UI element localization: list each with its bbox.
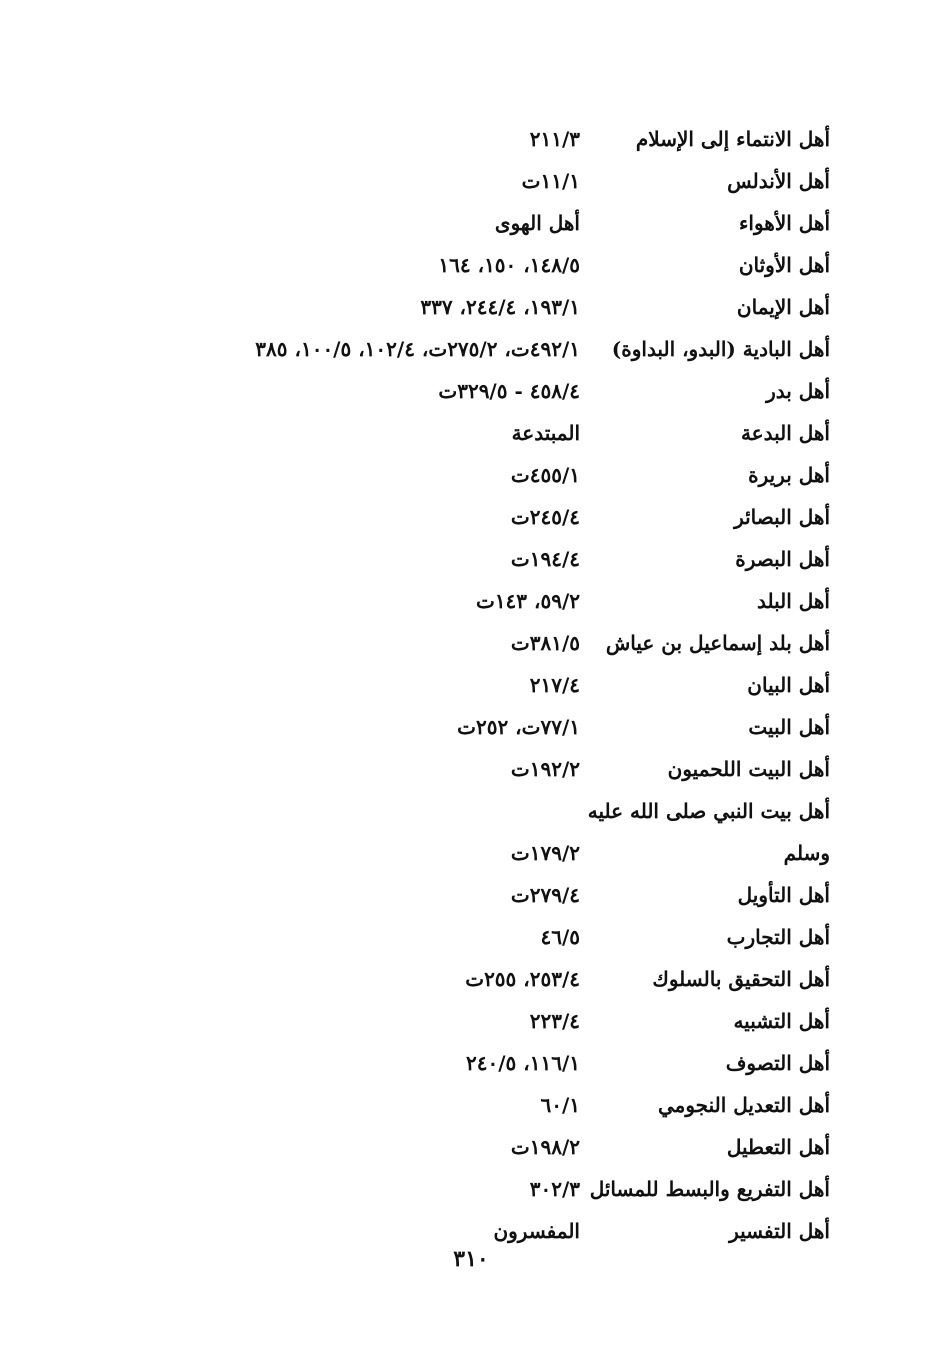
index-refs: ٤٩٢/١ت، ٢٧٥/٢ت، ١٠٢/٤، ١٠٠/٥، ٣٨٥ bbox=[255, 337, 580, 361]
index-refs: ٤٥٥/١ت bbox=[510, 463, 580, 487]
index-refs: ١٩٨/٢ت bbox=[510, 1135, 580, 1159]
index-term: أهل بريرة bbox=[748, 463, 830, 487]
index-entry bbox=[0, 874, 942, 916]
index-entry bbox=[0, 160, 942, 202]
index-term: أهل التحقيق بالسلوك bbox=[652, 967, 830, 991]
index-refs: ١٧٩/٢ت bbox=[510, 841, 580, 865]
index-term: أهل بلد إسماعيل بن عياش bbox=[605, 631, 830, 655]
index-entry bbox=[0, 118, 942, 160]
index-entry bbox=[0, 580, 942, 622]
index-term: أهل البادية (البدو، البداوة) bbox=[611, 337, 830, 361]
index-entry bbox=[0, 664, 942, 706]
index-refs: المفسرون bbox=[493, 1219, 580, 1243]
index-term: أهل البيت اللحميون bbox=[667, 757, 830, 781]
index-term: أهل الأندلس bbox=[727, 169, 830, 193]
index-refs: ٣٨١/٥ت bbox=[510, 631, 580, 655]
index-entry bbox=[0, 790, 942, 832]
index-list bbox=[0, 118, 942, 1252]
index-entry bbox=[0, 496, 942, 538]
index-refs: ١١/١ت bbox=[521, 169, 580, 193]
index-entry bbox=[0, 538, 942, 580]
index-term: أهل التجارب bbox=[726, 925, 830, 949]
index-refs: ٤٥٨/٤ - ٣٢٩/٥ت bbox=[438, 379, 580, 403]
index-term: أهل البلد bbox=[756, 589, 830, 613]
index-term: أهل التصوف bbox=[725, 1051, 830, 1075]
index-refs: ١٤٨/٥، ١٥٠، ١٦٤ bbox=[438, 253, 580, 277]
index-term: أهل الإيمان bbox=[736, 295, 830, 319]
index-entry bbox=[0, 706, 942, 748]
index-refs: ١٩٣/١، ٢٤٤/٤، ٣٣٧ bbox=[420, 295, 580, 319]
index-refs: المبتدعة bbox=[511, 421, 580, 445]
index-entry bbox=[0, 916, 942, 958]
index-entry bbox=[0, 286, 942, 328]
index-term: أهل التفسير bbox=[729, 1219, 830, 1243]
index-term: أهل بيت النبي صلى الله عليه bbox=[587, 799, 830, 823]
index-term: أهل الانتماء إلى الإسلام bbox=[635, 127, 830, 151]
index-refs: ١٩٤/٤ت bbox=[510, 547, 580, 571]
index-refs: أهل الهوى bbox=[494, 211, 580, 235]
index-term: أهل التفريع والبسط للمسائل bbox=[589, 1177, 830, 1201]
index-term: أهل البصائر bbox=[734, 505, 830, 529]
index-entry bbox=[0, 1084, 942, 1126]
index-refs: ٥٩/٢، ١٤٣ت bbox=[475, 589, 580, 613]
index-entry bbox=[0, 748, 942, 790]
index-refs: ٧٧/١ت، ٢٥٢ت bbox=[457, 715, 580, 739]
index-refs: ٦٠/١ bbox=[540, 1093, 580, 1117]
index-refs: ٢١١/٣ bbox=[529, 127, 580, 151]
index-refs: ٢٥٣/٤، ٢٥٥ت bbox=[465, 967, 580, 991]
index-entry bbox=[0, 412, 942, 454]
index-refs: ١٩٢/٢ت bbox=[510, 757, 580, 781]
index-term: أهل البدعة bbox=[740, 421, 830, 445]
index-term: أهل البيان bbox=[747, 673, 830, 697]
index-entry bbox=[0, 832, 942, 874]
index-refs: ١١٦/١، ٢٤٠/٥ bbox=[466, 1051, 580, 1075]
index-term: أهل البيت bbox=[748, 715, 830, 739]
index-entry bbox=[0, 1168, 942, 1210]
index-term: أهل التعديل النجومي bbox=[657, 1093, 830, 1117]
index-entry bbox=[0, 370, 942, 412]
index-entry bbox=[0, 328, 942, 370]
index-entry bbox=[0, 958, 942, 1000]
index-refs: ٤٦/٥ bbox=[540, 925, 580, 949]
index-entry bbox=[0, 1126, 942, 1168]
index-term: أهل الأوثان bbox=[738, 253, 830, 277]
index-entry bbox=[0, 1000, 942, 1042]
index-refs: ٢٧٩/٤ت bbox=[510, 883, 580, 907]
index-term: أهل التشبيه bbox=[733, 1009, 830, 1033]
index-entry bbox=[0, 1042, 942, 1084]
index-refs: ٢٢٣/٤ bbox=[529, 1009, 580, 1033]
index-refs: ٢٤٥/٤ت bbox=[510, 505, 580, 529]
index-entry bbox=[0, 454, 942, 496]
page-number: ٣١٠ bbox=[453, 1246, 489, 1272]
index-entry bbox=[0, 244, 942, 286]
index-entry bbox=[0, 622, 942, 664]
index-refs: ٢١٧/٤ bbox=[529, 673, 580, 697]
index-term: أهل الأهواء bbox=[738, 211, 830, 235]
index-term: أهل التعطيل bbox=[726, 1135, 830, 1159]
index-term: وسلم bbox=[783, 841, 830, 865]
index-term: أهل البصرة bbox=[735, 547, 830, 571]
index-term: أهل التأويل bbox=[737, 883, 830, 907]
index-refs: ٣٠٢/٣ bbox=[529, 1177, 580, 1201]
index-term: أهل بدر bbox=[766, 379, 830, 403]
index-entry bbox=[0, 202, 942, 244]
